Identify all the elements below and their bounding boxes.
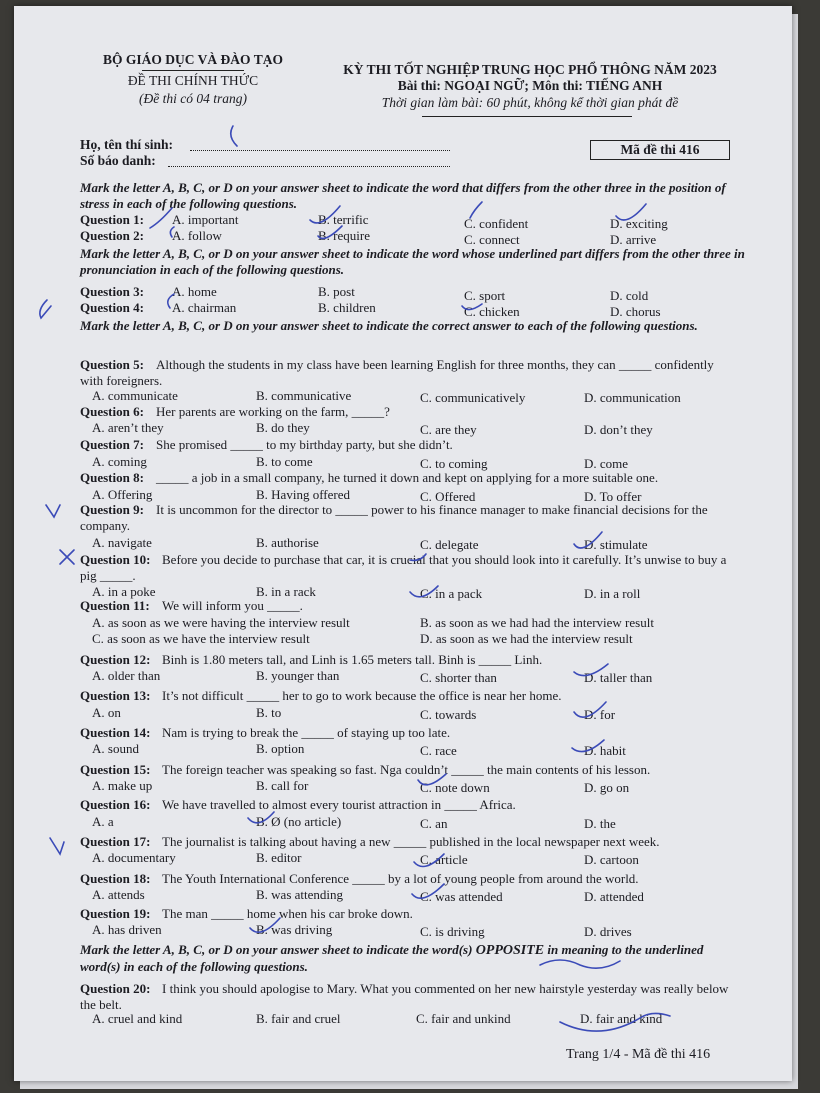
q20-option-b[interactable]: B. fair and cruel — [256, 1011, 341, 1026]
q19-option-c[interactable]: C. is driving — [420, 924, 485, 939]
q11-option-b[interactable]: B. as soon as we had had the interview result — [420, 615, 654, 630]
q1-option-b[interactable]: B. terrific — [318, 212, 369, 227]
q3-option-c[interactable]: C. sport — [464, 288, 506, 303]
header-rule-right — [422, 116, 632, 117]
question-6-label: Question 6: — [80, 404, 144, 419]
instruction-opposite — [80, 942, 745, 975]
question-7-label: Question 7: — [80, 437, 144, 452]
question-20-stem: I think you should apologise to Mary. What you commented on her new hairstyle yesterday was really below the belt. — [80, 981, 729, 1012]
q3-option-a[interactable]: A. home — [172, 284, 217, 299]
ministry: BỘ GIÁO DỤC VÀ ĐÀO TẠO — [103, 52, 283, 67]
q11-option-d[interactable]: D. as soon as we had the interview result — [420, 631, 633, 646]
question-14-label: Question 14: — [80, 725, 151, 740]
question-10-label: Question 10: — [80, 552, 151, 567]
q18-option-c[interactable]: C. was attended — [420, 889, 503, 904]
official-label: ĐỀ THI CHÍNH THỨC — [127, 73, 259, 88]
q6-option-a[interactable]: A. aren’t they — [92, 420, 164, 435]
q1-option-a[interactable]: A. important — [172, 212, 239, 227]
q2-option-b[interactable]: B. require — [318, 228, 370, 243]
question-7-stem: She promised _____ to my birthday party, but she didn’t. — [156, 437, 453, 452]
question-11-label: Question 11: — [80, 598, 150, 613]
q8-option-a[interactable]: A. Offering — [92, 487, 153, 502]
question-8-stem: _____ a job in a small company, he turned it down and kept on applying for a more suitable one. — [156, 470, 659, 485]
q10-option-d[interactable]: D. in a roll — [584, 586, 641, 601]
q10-option-a[interactable]: A. in a poke — [92, 584, 156, 599]
question-17-label: Question 17: — [80, 834, 151, 849]
question-12-stem: Binh is 1.80 meters tall, and Linh is 1.65 meters tall. Binh is _____ Linh. — [162, 652, 543, 667]
question-15-stem: The foreign teacher was speaking so fast. Nga couldn’t _____ the main contents of his lesson. — [162, 762, 651, 777]
question-3-label: Question 3: — [80, 284, 144, 299]
q15-option-d[interactable]: D. go on — [584, 780, 630, 795]
q16-option-a[interactable]: A. a — [92, 814, 114, 829]
question-13-label: Question 13: — [80, 688, 151, 703]
question-5-label: Question 5: — [80, 357, 144, 372]
q17-option-a[interactable]: A. documentary — [92, 850, 176, 865]
question-5-stem: Although the students in my class have been learning English for three months, they can _____ confidently with foreigners. — [80, 357, 714, 388]
q6-option-c[interactable]: C. are they — [420, 422, 477, 437]
q2-option-a[interactable]: A. follow — [172, 228, 222, 243]
question-4-label: Question 4: — [80, 300, 144, 315]
q7-option-b[interactable]: B. to come — [256, 454, 313, 469]
question-2-label: Question 2: — [80, 228, 144, 243]
question-20-label: Question 20: — [80, 981, 151, 996]
q8-option-b[interactable]: B. Having offered — [256, 487, 350, 502]
q8-option-c[interactable]: C. Offered — [420, 489, 476, 504]
q12-option-b[interactable]: B. younger than — [256, 668, 340, 683]
q16-option-c[interactable]: C. an — [420, 816, 448, 831]
q9-option-b[interactable]: B. authorise — [256, 535, 319, 550]
q12-option-a[interactable]: A. older than — [92, 668, 161, 683]
q15-option-c[interactable]: C. note down — [420, 780, 490, 795]
q17-option-c[interactable]: C. article — [420, 852, 468, 867]
number-field[interactable] — [168, 154, 450, 167]
time-note: Thời gian làm bài: 60 phút, không kể thời gian phát đề — [381, 95, 679, 110]
q4-option-d[interactable]: D. chorus — [610, 304, 661, 319]
question-16-label: Question 16: — [80, 797, 151, 812]
header-rule-left — [142, 70, 244, 71]
q12-option-d[interactable]: D. taller than — [584, 670, 653, 685]
question-19-stem: The man _____ home when his car broke down. — [162, 906, 413, 921]
q5-option-d[interactable]: D. communication — [584, 390, 681, 405]
q20-option-d[interactable]: D. fair and kind — [580, 1011, 663, 1026]
q9-option-a[interactable]: A. navigate — [92, 535, 152, 550]
q5-option-c[interactable]: C. communicatively — [420, 390, 526, 405]
q2-option-c[interactable]: C. connect — [464, 232, 520, 247]
q15-option-a[interactable]: A. make up — [92, 778, 153, 793]
q6-option-d[interactable]: D. don’t they — [584, 422, 653, 437]
instruction-stress: Mark the letter A, B, C, or D on your answer sheet to indicate the word that differs from the other three in the position of stress in each of the following questions. — [80, 180, 726, 211]
q16-option-b[interactable]: B. Ø (no article) — [256, 814, 342, 829]
question-18-stem: The Youth International Conference _____ by a lot of young people from around the world. — [162, 871, 639, 886]
question-1-label: Question 1: — [80, 212, 144, 227]
q2-option-d[interactable]: D. arrive — [610, 232, 657, 247]
q12-option-c[interactable]: C. shorter than — [420, 670, 497, 685]
instruction-opposite-part1: Mark the letter A, B, C, or D on your answer sheet to indicate the word(s) — [80, 942, 476, 957]
question-19-label: Question 19: — [80, 906, 151, 921]
q9-option-d[interactable]: D. stimulate — [584, 537, 648, 552]
q6-option-b[interactable]: B. do they — [256, 420, 310, 435]
instruction-opposite-keyword: OPPOSITE — [475, 943, 545, 958]
question-16-stem: We have travelled to almost every tourist attraction in _____ Africa. — [162, 797, 516, 812]
question-12-label: Question 12: — [80, 652, 151, 667]
q14-option-a[interactable]: A. sound — [92, 741, 139, 756]
q14-option-c[interactable]: C. race — [420, 743, 457, 758]
q5-option-b[interactable]: B. communicative — [256, 388, 352, 403]
exam-code-box: Mã đề thi 416 — [590, 140, 730, 160]
question-11-stem: We will inform you _____. — [162, 598, 303, 613]
q3-option-b[interactable]: B. post — [318, 284, 355, 299]
q19-option-a[interactable]: A. has driven — [92, 922, 162, 937]
q16-option-d[interactable]: D. the — [584, 816, 616, 831]
question-9-stem: It is uncommon for the director to _____ power to his finance manager to make financial decisions for the company. — [80, 502, 708, 533]
q13-option-c[interactable]: C. towards — [420, 707, 477, 722]
q8-option-d[interactable]: D. To offer — [584, 489, 642, 504]
q14-option-d[interactable]: D. habit — [584, 743, 626, 758]
instruction-pronunciation: Mark the letter A, B, C, or D on your answer sheet to indicate the word whose underlined part differs from the other three in pronunciation in each of the following questions. — [80, 246, 745, 277]
q11-option-a[interactable]: A. as soon as we were having the interview result — [92, 615, 350, 630]
q14-option-b[interactable]: B. option — [256, 741, 305, 756]
q17-option-b[interactable]: B. editor — [256, 850, 302, 865]
exam-title: KỲ THI TỐT NGHIỆP TRUNG HỌC PHỔ THÔNG NĂM 2023 — [343, 62, 717, 77]
q10-option-c[interactable]: C. in a pack — [420, 586, 483, 601]
instruction-correct-answer: Mark the letter A, B, C, or D on your answer sheet to indicate the correct answer to each of the following questions. — [80, 318, 698, 333]
q3-option-d[interactable]: D. cold — [610, 288, 649, 303]
name-label: Họ, tên thí sinh: — [80, 137, 174, 152]
question-8-label: Question 8: — [80, 470, 144, 485]
q18-option-b[interactable]: B. was attending — [256, 887, 344, 902]
q11-option-c[interactable]: C. as soon as we have the interview result — [92, 631, 310, 646]
question-18-label: Question 18: — [80, 871, 151, 886]
question-13-stem: It’s not difficult _____ her to go to work because the office is near her home. — [162, 688, 562, 703]
instruction-opposite-part2: in meaning to the underlined word(s) in each of the following questions. — [80, 942, 704, 974]
q9-option-c[interactable]: C. delegate — [420, 537, 479, 552]
q7-option-a[interactable]: A. coming — [92, 454, 147, 469]
q5-option-a[interactable]: A. communicate — [92, 388, 178, 403]
q17-option-d[interactable]: D. cartoon — [584, 852, 639, 867]
q19-option-b[interactable]: B. was driving — [256, 922, 333, 937]
subject: Bài thi: NGOẠI NGỮ; Môn thi: TIẾNG ANH — [397, 78, 663, 93]
q13-option-d[interactable]: D. for — [584, 707, 616, 722]
q18-option-a[interactable]: A. attends — [92, 887, 145, 902]
q10-option-b[interactable]: B. in a rack — [256, 584, 316, 599]
number-label: Số báo danh: — [80, 153, 156, 168]
q18-option-d[interactable]: D. attended — [584, 889, 644, 904]
q7-option-d[interactable]: D. come — [584, 456, 629, 471]
question-10-stem: Before you decide to purchase that car, it is crucial that you should look into it carefully. It’s unwise to buy a pig _____. — [80, 552, 727, 583]
question-15-label: Question 15: — [80, 762, 151, 777]
q4-option-c[interactable]: C. chicken — [464, 304, 520, 319]
q7-option-c[interactable]: C. to coming — [420, 456, 488, 471]
q4-option-b[interactable]: B. children — [318, 300, 376, 315]
q20-option-c[interactable]: C. fair and unkind — [416, 1011, 511, 1026]
question-9-label: Question 9: — [80, 502, 144, 517]
q15-option-b[interactable]: B. call for — [256, 778, 309, 793]
question-17-stem: The journalist is talking about having a new _____ published in the local newspaper next week. — [162, 834, 660, 849]
q1-option-c[interactable]: C. confident — [464, 216, 529, 231]
q4-option-a[interactable]: A. chairman — [172, 300, 237, 315]
question-6-stem: Her parents are working on the farm, _____? — [156, 404, 390, 419]
page-footer: Trang 1/4 - Mã đề thi 416 — [566, 1047, 711, 1062]
pages-note: (Đề thi có 04 trang) — [139, 91, 247, 106]
name-field[interactable] — [190, 138, 450, 151]
q13-option-b[interactable]: B. to — [256, 705, 282, 720]
q13-option-a[interactable]: A. on — [92, 705, 121, 720]
question-14-stem: Nam is trying to break the _____ of staying up too late. — [162, 725, 451, 740]
q19-option-d[interactable]: D. drives — [584, 924, 632, 939]
q20-option-a[interactable]: A. cruel and kind — [92, 1011, 183, 1026]
q1-option-d[interactable]: D. exciting — [610, 216, 668, 231]
